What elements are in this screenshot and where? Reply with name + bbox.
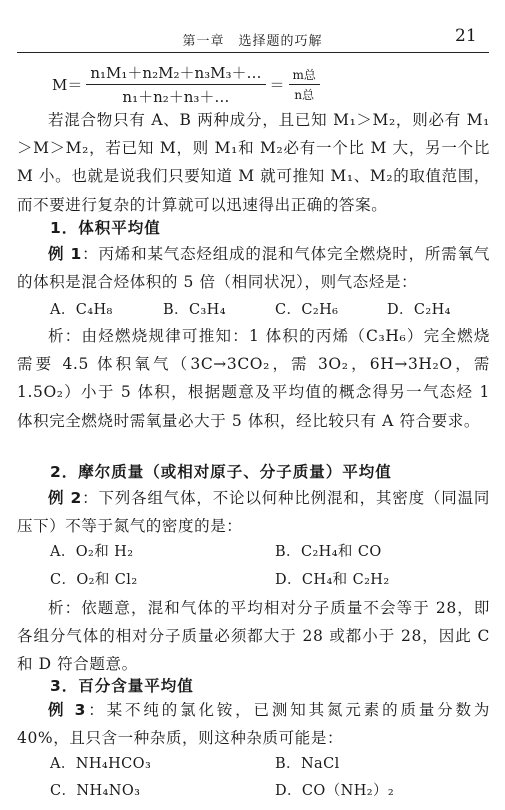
- example-2-option-c: C．O₂和 Cl₂: [50, 572, 138, 588]
- example-1-option-d: D．C₂H₄: [387, 302, 451, 318]
- example-3-option-c: C．NH₄NO₃: [50, 783, 141, 799]
- formula-equals: ＝: [269, 75, 285, 94]
- example-1: [17, 240, 490, 296]
- header-rule: [17, 52, 489, 53]
- example-2: [17, 484, 490, 540]
- example-1-text: ：丙烯和某气态烃组成的混和气体完全燃烧时，所需氧气的体积是混合烃体积的 5 倍（相同状况），则气态烃是：: [17, 245, 490, 292]
- example-1-option-c: C．C₂H₆: [275, 302, 339, 318]
- example-2-option-d: D．CH₄和 C₂H₂: [275, 572, 390, 588]
- section-2-heading: 2．摩尔质量（或相对原子、分子质量）平均值: [50, 463, 392, 481]
- example-1-option-b: B．C₃H₄: [163, 302, 226, 318]
- example-3-label: 例 3: [48, 701, 87, 719]
- example-3-text: ：某不纯的氯化铵，已测知其氮元素的质量分数为 40%，且只含一种杂质，则这种杂质可能是：: [17, 701, 491, 748]
- example-3-option-d: D．CO（NH₂）₂: [275, 783, 395, 799]
- fraction-1-numerator: n₁M₁＋n₂M₂＋n₃M₃＋…: [86, 62, 265, 85]
- fraction-1-denominator: n₁＋n₂＋n₃＋…: [122, 87, 230, 106]
- example-1-option-a: A．C₄H₈: [50, 302, 113, 318]
- page-number: 21: [455, 26, 477, 46]
- formula-lhs: M＝: [52, 75, 83, 94]
- fraction-2-numerator: m总: [289, 66, 320, 85]
- example-1-label: 例 1: [48, 245, 82, 263]
- example-3-option-a: A．NH₄HCO₃: [50, 756, 152, 772]
- example-2-text: ：下列各组气体，不论以何种比例混和，其密度（同温同压下）不等于氮气的密度的是：: [17, 489, 490, 536]
- running-header-title: 第一章 选择题的巧解: [182, 34, 323, 49]
- example-3-option-b: B．NaCl: [275, 756, 340, 772]
- example-3: [17, 696, 490, 752]
- example-2-label: 例 2: [48, 489, 82, 507]
- fraction-2-denominator: n总: [294, 87, 315, 102]
- example-2-option-b: B．C₂H₄和 CO: [275, 544, 382, 560]
- intro-paragraph: 若混合物只有 A、B 两种成分，且已知 M₁＞M₂，则必有 M₁＞M＞M₂，若已知 M，则 M₁和 M₂必有一个比 M 大，另一个比 M 小。也就是说我们只要知道 M 就可推知 M₁、M₂的取值范围，而不要进行复杂的计算就可以迅速得出正确的答案。: [17, 111, 490, 214]
- formula-fraction-2: [289, 66, 320, 103]
- example-1-analysis: 析：由烃燃烧规律可推知：1 体积的丙烯（C₃H₆）完全燃烧需要 4.5 体积氧气（3C→3CO₂，需 3O₂，6H→3H₂O，需 1.5O₂）小于 5 体积，根据题意及平均值的概念得另一气态烃 1 体积完全燃烧时需氧量必大于 5 体积，经比较只有 A 符合要求。: [17, 327, 490, 430]
- section-1-heading: 1．体积平均值: [50, 219, 161, 237]
- section-3-heading: 3．百分含量平均值: [50, 677, 194, 695]
- example-2-analysis: 析：依题意，混和气体的平均相对分子质量不会等于 28，即各组分气体的相对分子质量必须都大于 28 或都小于 28，因此 C 和 D 符合题意。: [17, 599, 490, 674]
- average-molar-mass-formula: [52, 62, 324, 106]
- example-2-option-a: A．O₂和 H₂: [50, 544, 134, 560]
- formula-fraction-1: [86, 62, 265, 107]
